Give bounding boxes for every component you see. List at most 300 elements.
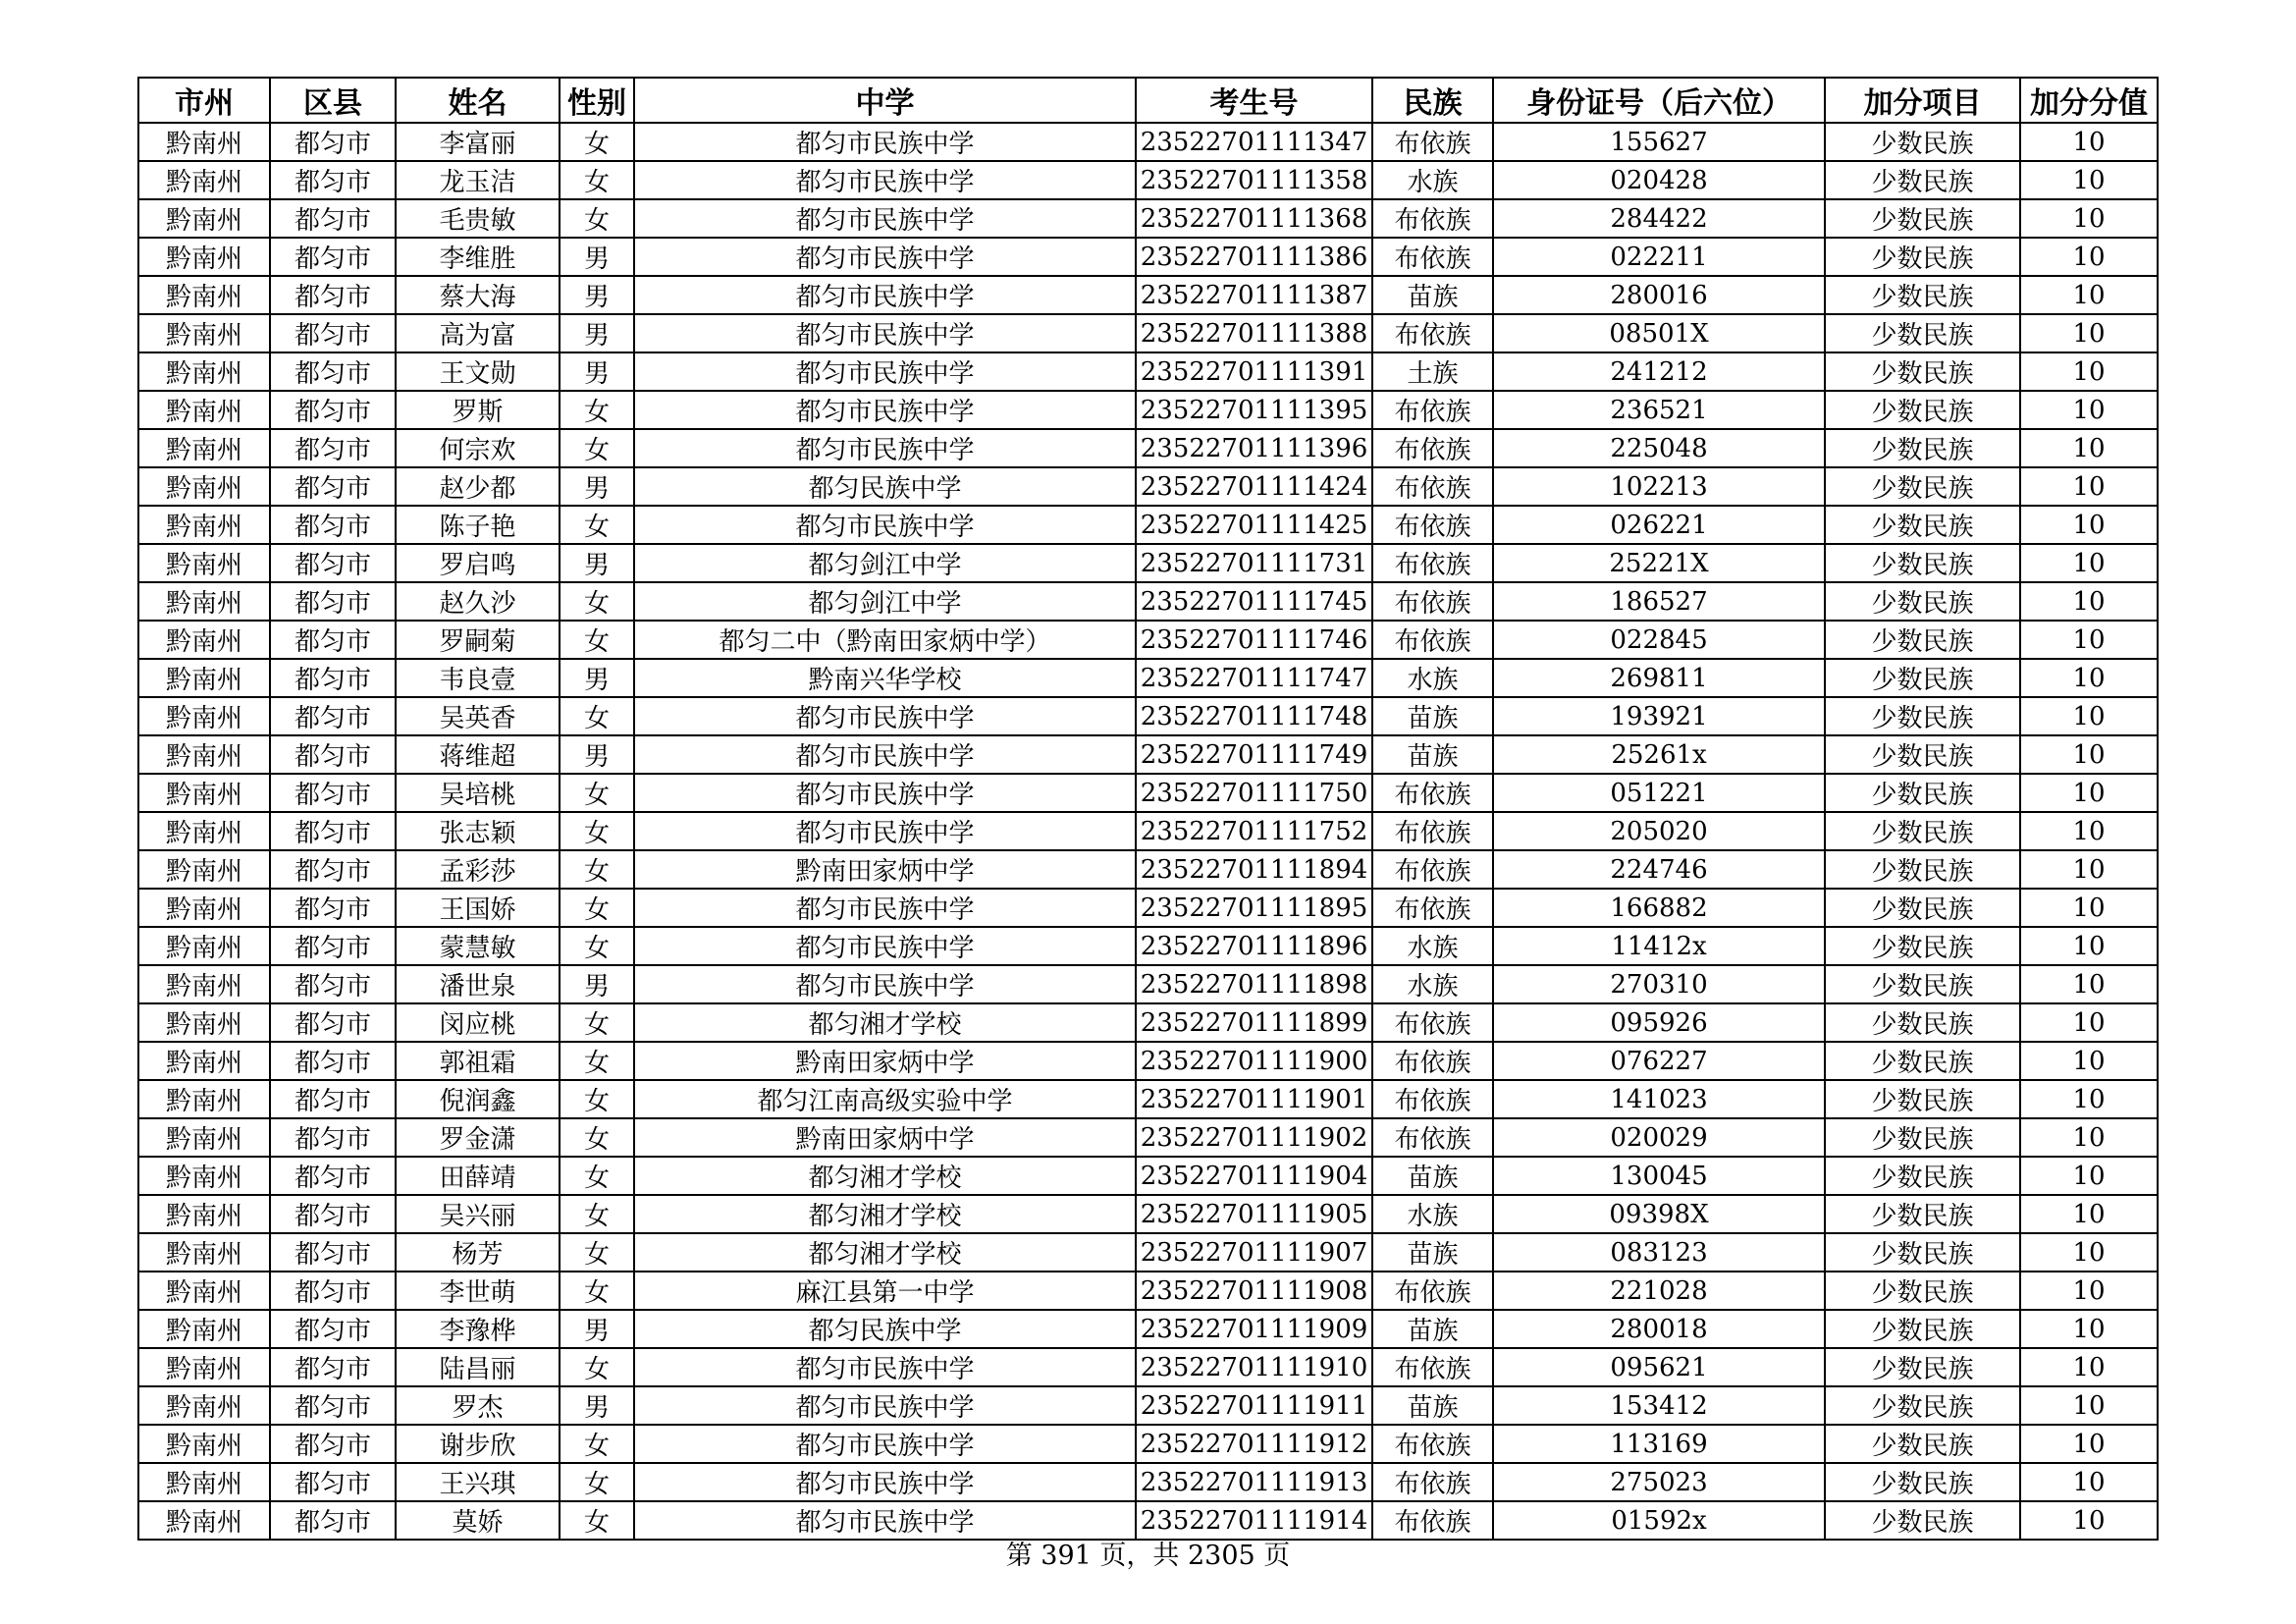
cell-exam-number: 23522701111914 [1136,1501,1372,1540]
cell-gender: 女 [560,697,634,735]
cell-name: 杨芳 [396,1233,560,1272]
cell-name: 倪润鑫 [396,1080,560,1118]
cell-city: 黔南州 [138,1195,270,1233]
cell-bonus-item: 少数民族 [1825,1003,2020,1042]
cell-ethnicity: 布依族 [1372,544,1493,582]
cell-city: 黔南州 [138,1233,270,1272]
cell-district: 都匀市 [270,276,396,314]
cell-ethnicity: 苗族 [1372,1386,1493,1425]
cell-name: 蔡大海 [396,276,560,314]
cell-city: 黔南州 [138,352,270,391]
cell-school: 黔南田家炳中学 [634,850,1136,889]
cell-school: 都匀市民族中学 [634,965,1136,1003]
cell-id-suffix: 022845 [1493,621,1825,659]
cell-exam-number: 23522701111905 [1136,1195,1372,1233]
cell-gender: 女 [560,927,634,965]
cell-gender: 女 [560,391,634,429]
cell-gender: 男 [560,1386,634,1425]
cell-name: 蒋维超 [396,735,560,774]
cell-exam-number: 23522701111913 [1136,1463,1372,1501]
cell-gender: 男 [560,659,634,697]
cell-school: 都匀市民族中学 [634,1501,1136,1540]
cell-district: 都匀市 [270,1233,396,1272]
cell-district: 都匀市 [270,1195,396,1233]
cell-name: 高为富 [396,314,560,352]
cell-id-suffix: 236521 [1493,391,1825,429]
cell-name: 罗启鸣 [396,544,560,582]
cell-bonus-points: 10 [2020,1348,2158,1386]
column-header-bonus-item: 加分项目 [1825,78,2020,123]
cell-id-suffix: 284422 [1493,199,1825,238]
cell-gender: 女 [560,1118,634,1157]
cell-bonus-points: 10 [2020,314,2158,352]
table-row [138,697,2158,735]
cell-bonus-points: 10 [2020,1003,2158,1042]
cell-city: 黔南州 [138,1425,270,1463]
table-row [138,352,2158,391]
cell-school: 都匀湘才学校 [634,1157,1136,1195]
cell-name: 王国娇 [396,889,560,927]
cell-exam-number: 23522701111387 [1136,276,1372,314]
cell-ethnicity: 布依族 [1372,850,1493,889]
cell-ethnicity: 苗族 [1372,1157,1493,1195]
cell-bonus-item: 少数民族 [1825,1425,2020,1463]
cell-bonus-item: 少数民族 [1825,582,2020,621]
cell-name: 韦良壹 [396,659,560,697]
cell-city: 黔南州 [138,659,270,697]
cell-exam-number: 23522701111910 [1136,1348,1372,1386]
cell-name: 李豫桦 [396,1310,560,1348]
cell-bonus-points: 10 [2020,506,2158,544]
cell-gender: 女 [560,889,634,927]
cell-id-suffix: 221028 [1493,1272,1825,1310]
cell-exam-number: 23522701111907 [1136,1233,1372,1272]
cell-id-suffix: 193921 [1493,697,1825,735]
cell-exam-number: 23522701111750 [1136,774,1372,812]
cell-gender: 女 [560,1425,634,1463]
cell-bonus-points: 10 [2020,1425,2158,1463]
table-row [138,429,2158,467]
cell-id-suffix: 095621 [1493,1348,1825,1386]
cell-district: 都匀市 [270,965,396,1003]
cell-bonus-item: 少数民族 [1825,1157,2020,1195]
column-header-exam-number: 考生号 [1136,78,1372,123]
cell-gender: 女 [560,429,634,467]
cell-id-suffix: 225048 [1493,429,1825,467]
table-row [138,850,2158,889]
cell-district: 都匀市 [270,1157,396,1195]
cell-city: 黔南州 [138,544,270,582]
cell-school: 都匀市民族中学 [634,391,1136,429]
cell-exam-number: 23522701111909 [1136,1310,1372,1348]
cell-city: 黔南州 [138,621,270,659]
cell-bonus-item: 少数民族 [1825,697,2020,735]
cell-school: 麻江县第一中学 [634,1272,1136,1310]
cell-bonus-points: 10 [2020,544,2158,582]
table-body [138,123,2158,1540]
cell-bonus-item: 少数民族 [1825,352,2020,391]
cell-city: 黔南州 [138,391,270,429]
cell-city: 黔南州 [138,467,270,506]
cell-name: 何宗欢 [396,429,560,467]
cell-school: 都匀市民族中学 [634,889,1136,927]
cell-ethnicity: 布依族 [1372,582,1493,621]
cell-id-suffix: 205020 [1493,812,1825,850]
cell-exam-number: 23522701111752 [1136,812,1372,850]
cell-bonus-item: 少数民族 [1825,506,2020,544]
cell-ethnicity: 水族 [1372,161,1493,199]
cell-bonus-item: 少数民族 [1825,391,2020,429]
cell-school: 都匀市民族中学 [634,774,1136,812]
cell-district: 都匀市 [270,697,396,735]
cell-bonus-item: 少数民族 [1825,1272,2020,1310]
column-header-district: 区县 [270,78,396,123]
cell-bonus-item: 少数民族 [1825,621,2020,659]
score-bonus-table-container [137,77,2157,1538]
cell-city: 黔南州 [138,1080,270,1118]
table-row [138,467,2158,506]
table-row [138,1425,2158,1463]
cell-school: 都匀市民族中学 [634,238,1136,276]
table-row [138,927,2158,965]
cell-gender: 男 [560,544,634,582]
cell-name: 罗杰 [396,1386,560,1425]
cell-gender: 女 [560,1501,634,1540]
column-header-city: 市州 [138,78,270,123]
cell-district: 都匀市 [270,582,396,621]
column-header-ethnicity: 民族 [1372,78,1493,123]
cell-city: 黔南州 [138,1157,270,1195]
cell-school: 都匀市民族中学 [634,927,1136,965]
cell-bonus-points: 10 [2020,238,2158,276]
cell-exam-number: 23522701111901 [1136,1080,1372,1118]
cell-id-suffix: 076227 [1493,1042,1825,1080]
column-header-name: 姓名 [396,78,560,123]
cell-exam-number: 23522701111746 [1136,621,1372,659]
cell-bonus-points: 10 [2020,1463,2158,1501]
cell-exam-number: 23522701111396 [1136,429,1372,467]
cell-ethnicity: 布依族 [1372,774,1493,812]
cell-name: 王文勋 [396,352,560,391]
cell-gender: 女 [560,1272,634,1310]
cell-bonus-points: 10 [2020,1272,2158,1310]
cell-bonus-points: 10 [2020,965,2158,1003]
cell-city: 黔南州 [138,276,270,314]
cell-id-suffix: 026221 [1493,506,1825,544]
cell-exam-number: 23522701111900 [1136,1042,1372,1080]
cell-city: 黔南州 [138,1310,270,1348]
cell-school: 都匀二中（黔南田家炳中学） [634,621,1136,659]
cell-gender: 女 [560,161,634,199]
cell-school: 都匀剑江中学 [634,544,1136,582]
column-header-gender: 性别 [560,78,634,123]
cell-name: 蒙慧敏 [396,927,560,965]
cell-city: 黔南州 [138,889,270,927]
cell-school: 都匀市民族中学 [634,1425,1136,1463]
table-row [138,391,2158,429]
cell-id-suffix: 051221 [1493,774,1825,812]
cell-district: 都匀市 [270,429,396,467]
table-row [138,1272,2158,1310]
cell-gender: 男 [560,965,634,1003]
cell-exam-number: 23522701111391 [1136,352,1372,391]
cell-name: 郭祖霜 [396,1042,560,1080]
cell-exam-number: 23522701111911 [1136,1386,1372,1425]
cell-bonus-points: 10 [2020,1233,2158,1272]
cell-bonus-points: 10 [2020,659,2158,697]
cell-district: 都匀市 [270,506,396,544]
cell-name: 吴兴丽 [396,1195,560,1233]
cell-id-suffix: 083123 [1493,1233,1825,1272]
cell-bonus-item: 少数民族 [1825,659,2020,697]
cell-bonus-item: 少数民族 [1825,1233,2020,1272]
cell-exam-number: 23522701111908 [1136,1272,1372,1310]
cell-name: 李维胜 [396,238,560,276]
cell-bonus-points: 10 [2020,1195,2158,1233]
cell-gender: 女 [560,1195,634,1233]
cell-city: 黔南州 [138,1003,270,1042]
cell-ethnicity: 布依族 [1372,1463,1493,1501]
cell-school: 都匀市民族中学 [634,276,1136,314]
cell-name: 莫娇 [396,1501,560,1540]
cell-bonus-points: 10 [2020,774,2158,812]
cell-gender: 男 [560,276,634,314]
cell-school: 都匀民族中学 [634,467,1136,506]
cell-bonus-item: 少数民族 [1825,850,2020,889]
cell-id-suffix: 01592x [1493,1501,1825,1540]
cell-name: 潘世泉 [396,965,560,1003]
cell-district: 都匀市 [270,161,396,199]
cell-gender: 女 [560,1003,634,1042]
cell-gender: 女 [560,621,634,659]
cell-id-suffix: 25261x [1493,735,1825,774]
cell-city: 黔南州 [138,774,270,812]
cell-district: 都匀市 [270,1463,396,1501]
cell-city: 黔南州 [138,1118,270,1157]
cell-district: 都匀市 [270,774,396,812]
cell-city: 黔南州 [138,238,270,276]
cell-bonus-points: 10 [2020,1118,2158,1157]
cell-bonus-item: 少数民族 [1825,238,2020,276]
cell-ethnicity: 布依族 [1372,1272,1493,1310]
cell-gender: 男 [560,467,634,506]
table-row [138,1003,2158,1042]
cell-bonus-points: 10 [2020,1501,2158,1540]
cell-district: 都匀市 [270,621,396,659]
table-header-row [138,78,2158,123]
cell-id-suffix: 102213 [1493,467,1825,506]
cell-city: 黔南州 [138,965,270,1003]
cell-city: 黔南州 [138,735,270,774]
table-row [138,1310,2158,1348]
cell-bonus-points: 10 [2020,1157,2158,1195]
cell-id-suffix: 020029 [1493,1118,1825,1157]
cell-gender: 女 [560,1080,634,1118]
cell-city: 黔南州 [138,199,270,238]
table-row [138,1080,2158,1118]
cell-exam-number: 23522701111388 [1136,314,1372,352]
cell-exam-number: 23522701111904 [1136,1157,1372,1195]
cell-bonus-item: 少数民族 [1825,1195,2020,1233]
table-row [138,1157,2158,1195]
cell-gender: 女 [560,774,634,812]
cell-bonus-points: 10 [2020,850,2158,889]
cell-bonus-item: 少数民族 [1825,1463,2020,1501]
cell-bonus-item: 少数民族 [1825,314,2020,352]
cell-name: 王兴琪 [396,1463,560,1501]
cell-school: 都匀湘才学校 [634,1003,1136,1042]
cell-gender: 男 [560,352,634,391]
cell-id-suffix: 224746 [1493,850,1825,889]
cell-city: 黔南州 [138,1348,270,1386]
cell-exam-number: 23522701111347 [1136,123,1372,161]
score-bonus-table [137,77,2159,1541]
cell-school: 都匀市民族中学 [634,199,1136,238]
cell-exam-number: 23522701111894 [1136,850,1372,889]
cell-bonus-item: 少数民族 [1825,1310,2020,1348]
table-row [138,1195,2158,1233]
cell-id-suffix: 280018 [1493,1310,1825,1348]
table-row [138,123,2158,161]
cell-district: 都匀市 [270,927,396,965]
cell-name: 闵应桃 [396,1003,560,1042]
cell-id-suffix: 275023 [1493,1463,1825,1501]
cell-id-suffix: 11412x [1493,927,1825,965]
cell-id-suffix: 186527 [1493,582,1825,621]
cell-ethnicity: 布依族 [1372,199,1493,238]
cell-ethnicity: 布依族 [1372,123,1493,161]
cell-district: 都匀市 [270,1272,396,1310]
cell-city: 黔南州 [138,697,270,735]
cell-bonus-points: 10 [2020,429,2158,467]
cell-id-suffix: 269811 [1493,659,1825,697]
cell-district: 都匀市 [270,123,396,161]
cell-id-suffix: 113169 [1493,1425,1825,1463]
cell-bonus-item: 少数民族 [1825,774,2020,812]
cell-ethnicity: 布依族 [1372,429,1493,467]
cell-bonus-points: 10 [2020,1386,2158,1425]
cell-district: 都匀市 [270,1310,396,1348]
cell-bonus-item: 少数民族 [1825,123,2020,161]
table-row [138,1233,2158,1272]
cell-ethnicity: 苗族 [1372,735,1493,774]
cell-bonus-points: 10 [2020,161,2158,199]
cell-school: 都匀湘才学校 [634,1233,1136,1272]
cell-district: 都匀市 [270,1425,396,1463]
cell-id-suffix: 155627 [1493,123,1825,161]
cell-district: 都匀市 [270,812,396,850]
cell-name: 罗嗣菊 [396,621,560,659]
cell-bonus-item: 少数民族 [1825,276,2020,314]
cell-district: 都匀市 [270,314,396,352]
cell-id-suffix: 022211 [1493,238,1825,276]
table-row [138,1463,2158,1501]
cell-id-suffix: 241212 [1493,352,1825,391]
cell-bonus-item: 少数民族 [1825,965,2020,1003]
cell-city: 黔南州 [138,1501,270,1540]
table-row [138,238,2158,276]
cell-exam-number: 23522701111386 [1136,238,1372,276]
cell-city: 黔南州 [138,1386,270,1425]
cell-gender: 男 [560,735,634,774]
cell-ethnicity: 水族 [1372,965,1493,1003]
cell-school: 黔南田家炳中学 [634,1042,1136,1080]
cell-district: 都匀市 [270,238,396,276]
cell-name: 赵少都 [396,467,560,506]
cell-district: 都匀市 [270,659,396,697]
cell-gender: 女 [560,1348,634,1386]
cell-city: 黔南州 [138,812,270,850]
cell-district: 都匀市 [270,850,396,889]
cell-district: 都匀市 [270,391,396,429]
cell-ethnicity: 苗族 [1372,1310,1493,1348]
cell-city: 黔南州 [138,314,270,352]
cell-school: 都匀剑江中学 [634,582,1136,621]
cell-id-suffix: 25221X [1493,544,1825,582]
cell-id-suffix: 130045 [1493,1157,1825,1195]
cell-gender: 男 [560,238,634,276]
cell-name: 罗金潇 [396,1118,560,1157]
cell-gender: 女 [560,812,634,850]
column-header-id-suffix: 身份证号（后六位） [1493,78,1825,123]
cell-city: 黔南州 [138,506,270,544]
cell-district: 都匀市 [270,199,396,238]
cell-name: 吴培桃 [396,774,560,812]
cell-exam-number: 23522701111896 [1136,927,1372,965]
cell-school: 都匀江南高级实验中学 [634,1080,1136,1118]
cell-gender: 男 [560,1310,634,1348]
cell-ethnicity: 布依族 [1372,1425,1493,1463]
table-row [138,582,2158,621]
cell-bonus-points: 10 [2020,1080,2158,1118]
cell-ethnicity: 布依族 [1372,391,1493,429]
cell-bonus-item: 少数民族 [1825,467,2020,506]
cell-exam-number: 23522701111731 [1136,544,1372,582]
cell-bonus-item: 少数民族 [1825,735,2020,774]
cell-ethnicity: 布依族 [1372,506,1493,544]
cell-exam-number: 23522701111395 [1136,391,1372,429]
cell-exam-number: 23522701111747 [1136,659,1372,697]
cell-ethnicity: 布依族 [1372,1118,1493,1157]
table-row [138,1118,2158,1157]
cell-district: 都匀市 [270,467,396,506]
cell-id-suffix: 095926 [1493,1003,1825,1042]
cell-bonus-points: 10 [2020,276,2158,314]
cell-id-suffix: 270310 [1493,965,1825,1003]
cell-city: 黔南州 [138,1463,270,1501]
cell-bonus-points: 10 [2020,1042,2158,1080]
table-row [138,812,2158,850]
cell-bonus-item: 少数民族 [1825,1501,2020,1540]
cell-city: 黔南州 [138,123,270,161]
cell-gender: 女 [560,506,634,544]
cell-exam-number: 23522701111899 [1136,1003,1372,1042]
cell-bonus-points: 10 [2020,735,2158,774]
cell-ethnicity: 水族 [1372,1195,1493,1233]
cell-name: 毛贵敏 [396,199,560,238]
cell-bonus-item: 少数民族 [1825,1042,2020,1080]
cell-exam-number: 23522701111912 [1136,1425,1372,1463]
cell-ethnicity: 布依族 [1372,621,1493,659]
table-row [138,276,2158,314]
cell-ethnicity: 水族 [1372,927,1493,965]
cell-bonus-points: 10 [2020,621,2158,659]
cell-bonus-item: 少数民族 [1825,812,2020,850]
cell-exam-number: 23522701111425 [1136,506,1372,544]
cell-school: 都匀市民族中学 [634,812,1136,850]
cell-gender: 女 [560,1042,634,1080]
table-row [138,199,2158,238]
